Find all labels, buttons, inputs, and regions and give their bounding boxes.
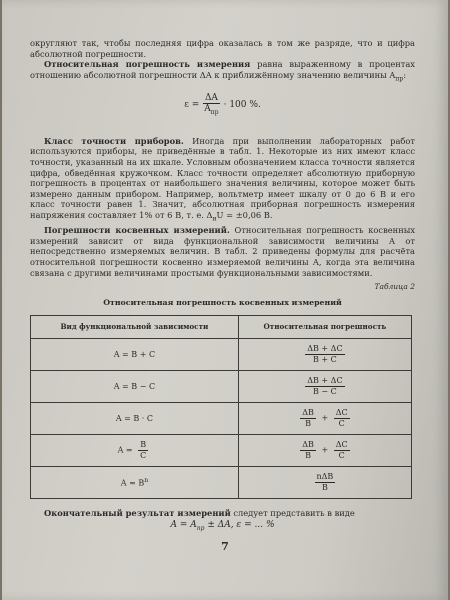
page-number: 7: [221, 540, 229, 553]
table-row: A = B + C $\frac{\Delta B + \Delta C}{B + C}$: [31, 339, 412, 371]
term-accuracy-class: Класс точности приборов.: [44, 135, 184, 146]
term-relative-error: Относительная погрешность измерения: [44, 59, 251, 70]
term-final-result: Окончательный результат измерений: [44, 508, 231, 519]
table-row: $A = B^n$ $\frac{\text{nΔB}}{B}$: [31, 467, 412, 499]
formula-fraction: $\frac{\Delta A}{A_{пр}}$: [204, 93, 219, 116]
page-content: [30, 38, 415, 534]
paragraph-final-result: Окончательный результат измерений следует представить в виде: [44, 508, 355, 519]
table-title: Относительная погрешность косвенных измерений: [103, 297, 342, 307]
paragraph-1: округляют так, чтобы последняя цифра оказалась в том же разряде, что и цифра абсолютной погрешности.: [30, 38, 415, 59]
table-row: A = B − C $\frac{\Delta B + \Delta C}{B - C}$: [31, 371, 412, 403]
table-header-row: [31, 316, 412, 339]
paragraph-relative-error: Относительная погрешность измерения равна выраженному в процентах отношению абсолютной погрешности ΔA к приближённому значению величины $A_{пр}$:: [30, 59, 415, 83]
column-header-dependence: Вид функциональной зависимости: [31, 316, 239, 339]
term-indirect-errors: Погрешности косвенных измерений.: [44, 225, 230, 236]
relative-error-formula: ε = $\frac{\Delta A}{A_{пр}}$ · 100 %.: [184, 93, 261, 116]
paragraph-accuracy-class: Класс точности приборов. Иногда при выполнении лабораторных работ используются приборы, не приведённые в табл. 1. Некоторые из них имеют класс точности, указанный на их шкале. Условным обозначением класса точности является цифра, обведённая кружочком. Класс точности определяет абсолютную приборную погрешность в процентах от наибольшего значения величины, которое может быть измерено данным прибором. Например, вольтметр имеет шкалу от 0 до 6 В и его класс точности равен 1. Значит, абсолютная приборная погрешность измерения напряжения составляет 1% от 6 В, т. е. $\Delta_иU = \pm 0,06$ В.: [30, 135, 415, 223]
paragraph-indirect-errors: Погрешности косвенных измерений. Относительная погрешность косвенных измерений зависит от вида функциональной зависимости величины A от непосредственно измеряемых величин. В табл. 2 приведены формулы для расчёта относительной погрешности косвенно измеряемой величины A, когда эта величина связана с другими величинами простыми функциональными зависимостями.: [30, 225, 416, 278]
column-header-error: Относительная погрешность: [238, 316, 411, 339]
error-table: [30, 315, 412, 499]
final-result-formula: $A = A_{пр} \pm \Delta A$, ε = ... %: [170, 519, 275, 532]
table-caption: Таблица 2: [374, 282, 415, 292]
table-row: A = B · C $\frac{\Delta B}{B}$ + $\frac{\Delta C}{C}$: [31, 403, 412, 435]
table-row: A = $\frac{B}{C}$ $\frac{\Delta B}{B}$ + $\frac{\Delta C}{C}$: [31, 435, 412, 467]
